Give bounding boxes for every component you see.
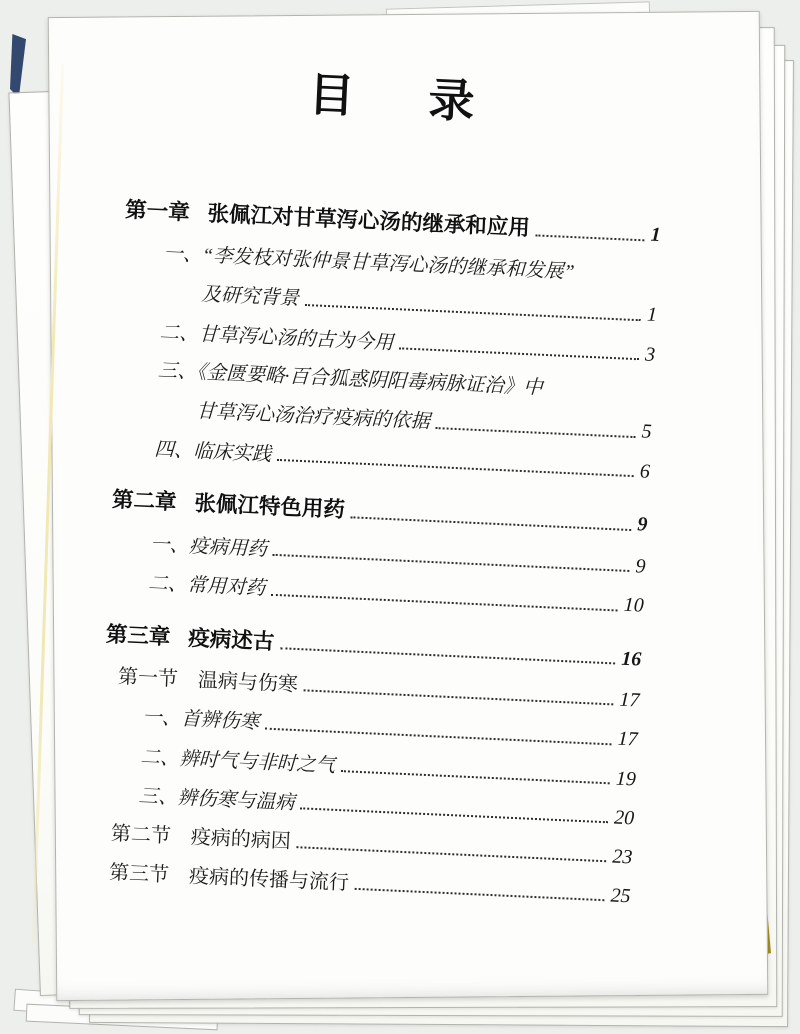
- toc-entry-page-number: 9: [636, 513, 648, 536]
- toc-entry-page-number: 16: [620, 647, 642, 671]
- toc-entry-page-number: 9: [635, 555, 647, 578]
- dotted-leader: [296, 847, 606, 863]
- toc-entry-title: 一、疫病用药: [149, 534, 268, 561]
- toc-entry-title: 三、辨伤寒与温病: [138, 786, 295, 815]
- toc-entry-label: 第二章: [111, 487, 178, 515]
- toc-entry-page-number: 25: [610, 884, 632, 908]
- toc-entry-title: 疫病的传播与流行: [188, 865, 350, 896]
- toc-entry-page-number: 19: [615, 767, 637, 791]
- toc-entry-page-number: 3: [644, 343, 656, 366]
- toc-entry-title: 及研究背景: [200, 284, 300, 310]
- toc-entry-page-number: 1: [646, 303, 658, 327]
- dotted-leader: [271, 593, 618, 611]
- toc-entry-page-number: 5: [641, 420, 653, 444]
- toc-entry-page-number: 10: [623, 593, 645, 617]
- toc-entry-page-number: 17: [618, 689, 640, 713]
- toc-entry-title: 张佩江对甘草泻心汤的继承和应用: [207, 201, 531, 240]
- toc-entry-title: 张佩江特色用药: [193, 491, 346, 522]
- toc-entry-title: 疫病述古: [187, 625, 275, 654]
- toc-entry-page-number: 6: [639, 459, 651, 483]
- dotted-leader: [265, 727, 612, 745]
- dotted-leader: [436, 427, 636, 438]
- toc-entry-title: 一、首辨伤寒: [141, 707, 260, 734]
- toc-entry-page-number: 17: [617, 728, 639, 751]
- toc-entry-label: 第二节: [110, 823, 172, 848]
- dotted-leader: [350, 516, 631, 531]
- blue-book-cover-corner: [10, 34, 26, 98]
- dotted-leader: [277, 459, 634, 477]
- toc-entry-title: 四、临床实践: [153, 438, 272, 466]
- toc-entry-title: 三、《金匮要略·百合狐惑阴阳毒病脉证治》中: [157, 360, 544, 399]
- dotted-leader: [399, 347, 639, 360]
- toc-entry-title: 二、常用对药: [147, 573, 266, 600]
- dotted-leader: [535, 234, 644, 241]
- toc-page: [48, 11, 769, 1001]
- toc-entry-title: 二、辨时气与非时之气: [139, 746, 336, 777]
- page-title: 目 录: [307, 66, 490, 130]
- toc-content: [8, 12, 762, 1025]
- toc-entry-label: 第三节: [108, 862, 170, 887]
- toc-entry-title: 二、甘草泻心汤的古为今用: [159, 321, 394, 354]
- toc-entry-title: 温病与伤寒: [197, 669, 299, 697]
- dotted-leader: [304, 690, 614, 706]
- dotted-leader: [273, 554, 630, 572]
- dotted-leader: [355, 888, 605, 901]
- toc-entry-page-number: 1: [650, 223, 662, 246]
- dotted-leader: [305, 303, 641, 320]
- toc-entry-page-number: 20: [613, 806, 635, 830]
- toc-entry-page-number: 23: [611, 846, 633, 869]
- toc-entry: [111, 486, 648, 538]
- toc-entry-label: 第三章: [105, 621, 171, 649]
- dotted-leader: [300, 808, 608, 824]
- toc-entry-label: 第一章: [124, 197, 191, 225]
- toc-entry-title: 甘草泻心汤治疗疫病的依据: [195, 401, 431, 433]
- toc-entry: [105, 621, 642, 673]
- toc-list: [95, 197, 662, 910]
- toc-entry-title: 疫病的病因: [190, 826, 292, 854]
- dotted-leader: [341, 770, 610, 784]
- toc-entry-title: 一、“李发枝对张仲景甘草泻心汤的继承和发展”: [162, 243, 575, 284]
- dotted-leader: [280, 648, 615, 665]
- toc-entry-label: 第一节: [117, 666, 179, 692]
- toc-entry: [125, 197, 662, 249]
